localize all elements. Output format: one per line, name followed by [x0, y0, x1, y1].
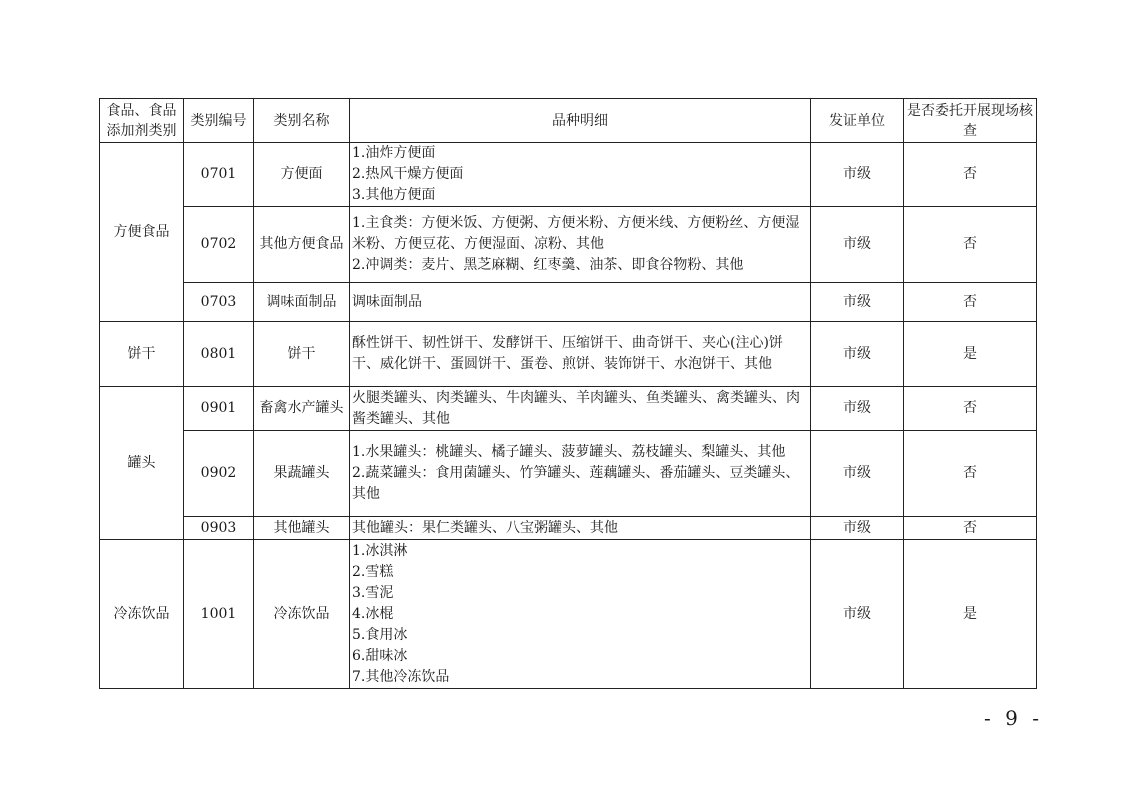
- name-cell: 其他方便食品: [254, 207, 350, 283]
- name-cell: 冷冻饮品: [254, 540, 350, 689]
- detail-line: 其他罐头：果仁类罐头、八宝粥罐头、其他: [352, 519, 618, 536]
- category-cell: 罐头: [100, 387, 184, 540]
- detail-line: 3.其他方便面: [352, 187, 436, 203]
- detail-line: 5.食用冰: [352, 626, 408, 643]
- name-cell: 畜禽水产罐头: [254, 387, 350, 431]
- onsite-cell: 是: [904, 540, 1037, 689]
- onsite-cell: 否: [904, 143, 1037, 207]
- table-row: [100, 322, 1037, 387]
- code-cell: 0703: [184, 283, 254, 322]
- code-cell: 1001: [184, 540, 254, 689]
- header-name: 类别名称: [254, 99, 350, 143]
- details-cell: [350, 387, 811, 431]
- detail-line: 4.冰棍: [352, 605, 394, 622]
- detail-line: 酥性饼干、韧性饼干、发酵饼干、压缩饼干、曲奇饼干、夹心(注心)饼干、威化饼干、蛋圆饼干、蛋卷、煎饼、装饰饼干、水泡饼干、其他: [352, 335, 783, 372]
- detail-line: 2.热风干燥方便面: [352, 166, 464, 182]
- table-header-row: [100, 99, 1037, 143]
- detail-line: 2.蔬菜罐头：食用菌罐头、竹笋罐头、莲藕罐头、番茄罐头、豆类罐头、其他: [352, 465, 800, 502]
- table-row: [100, 431, 1037, 517]
- detail-line: 2.冲调类：麦片、黑芝麻糊、红枣羹、油茶、即食谷物粉、其他: [352, 257, 744, 273]
- onsite-cell: 是: [904, 322, 1037, 387]
- name-cell: 调味面制品: [254, 283, 350, 322]
- food-category-table: [99, 98, 1037, 689]
- name-cell: 果蔬罐头: [254, 431, 350, 517]
- detail-line: 火腿类罐头、肉类罐头、牛肉罐头、羊肉罐头、鱼类罐头、禽类罐头、肉酱类罐头、其他: [352, 389, 800, 427]
- issuer-cell: 市级: [811, 387, 904, 431]
- onsite-cell: 否: [904, 207, 1037, 283]
- detail-line: 1.冰淇淋: [352, 542, 408, 559]
- detail-line: 1.主食类：方便米饭、方便粥、方便米粉、方便米线、方便粉丝、方便湿米粉、方便豆花、方便湿面、凉粉、其他: [352, 215, 800, 252]
- detail-line: 1.水果罐头：桃罐头、橘子罐头、菠萝罐头、荔枝罐头、梨罐头、其他: [352, 444, 786, 460]
- table-row: [100, 143, 1037, 207]
- header-issuer: 发证单位: [811, 99, 904, 143]
- detail-line: 7.其他冷冻饮品: [352, 668, 450, 685]
- issuer-cell: 市级: [811, 517, 904, 540]
- details-cell: [350, 431, 811, 517]
- onsite-cell: 否: [904, 283, 1037, 322]
- detail-line: 6.甜味冰: [352, 647, 408, 664]
- table-row: [100, 517, 1037, 540]
- header-onsite: 是否委托开展现场核查: [904, 99, 1037, 143]
- details-cell: [350, 283, 811, 322]
- issuer-cell: 市级: [811, 540, 904, 689]
- detail-line: 3.雪泥: [352, 584, 394, 601]
- code-cell: 0801: [184, 322, 254, 387]
- table-row: [100, 540, 1037, 689]
- details-cell: [350, 540, 811, 689]
- detail-line: 2.雪糕: [352, 563, 394, 580]
- detail-line: 1.油炸方便面: [352, 145, 436, 161]
- name-cell: 饼干: [254, 322, 350, 387]
- details-cell: [350, 207, 811, 283]
- category-cell: 饼干: [100, 322, 184, 387]
- issuer-cell: 市级: [811, 207, 904, 283]
- code-cell: 0901: [184, 387, 254, 431]
- code-cell: 0701: [184, 143, 254, 207]
- category-cell: 方便食品: [100, 143, 184, 322]
- table-row: [100, 207, 1037, 283]
- header-category: 食品、食品添加剂类别: [100, 99, 184, 143]
- details-cell: [350, 322, 811, 387]
- detail-line: 调味面制品: [352, 293, 422, 310]
- code-cell: 0903: [184, 517, 254, 540]
- table-row: [100, 387, 1037, 431]
- onsite-cell: 否: [904, 517, 1037, 540]
- page-number: - 9 -: [984, 706, 1043, 730]
- code-cell: 0702: [184, 207, 254, 283]
- name-cell: 方便面: [254, 143, 350, 207]
- onsite-cell: 否: [904, 431, 1037, 517]
- header-details: 品种明细: [350, 99, 811, 143]
- category-cell: 冷冻饮品: [100, 540, 184, 689]
- issuer-cell: 市级: [811, 283, 904, 322]
- header-code: 类别编号: [184, 99, 254, 143]
- issuer-cell: 市级: [811, 322, 904, 387]
- issuer-cell: 市级: [811, 143, 904, 207]
- details-cell: [350, 143, 811, 207]
- name-cell: 其他罐头: [254, 517, 350, 540]
- table-row: [100, 283, 1037, 322]
- code-cell: 0902: [184, 431, 254, 517]
- issuer-cell: 市级: [811, 431, 904, 517]
- onsite-cell: 否: [904, 387, 1037, 431]
- details-cell: [350, 517, 811, 540]
